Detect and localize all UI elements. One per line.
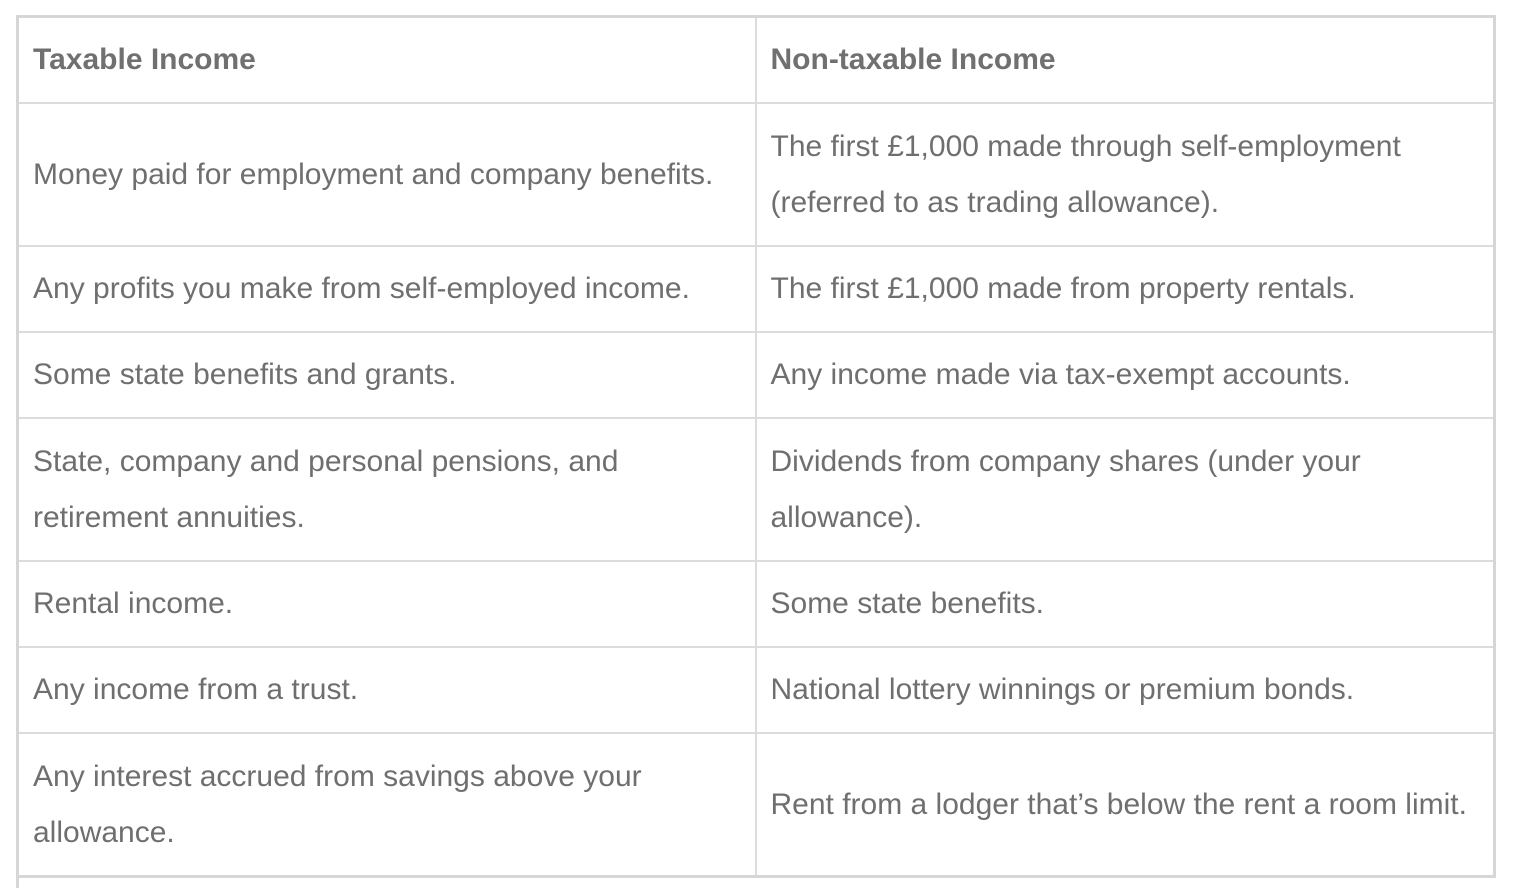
table-header-row — [18, 17, 1495, 104]
header-non-taxable-income: Non-taxable Income — [756, 17, 1495, 104]
non-taxable-cell: National lottery winnings or premium bonds. — [756, 647, 1495, 733]
taxable-cell: Some state benefits and grants. — [18, 332, 756, 418]
table-row — [18, 103, 1495, 246]
table-row — [18, 418, 1495, 561]
table-row — [18, 733, 1495, 877]
non-taxable-cell: Some state benefits. — [756, 561, 1495, 647]
taxable-cell: Money paid for employment and company benefits. — [18, 103, 756, 246]
non-taxable-cell: The first £1,000 made from property rentals. — [756, 246, 1495, 332]
table-continuation-border — [16, 874, 19, 888]
taxable-cell: Any income from a trust. — [18, 647, 756, 733]
income-table-container — [16, 15, 1493, 878]
non-taxable-cell: Rent from a lodger that’s below the rent a room limit. — [756, 733, 1495, 877]
non-taxable-cell: Any income made via tax-exempt accounts. — [756, 332, 1495, 418]
table-row — [18, 332, 1495, 418]
non-taxable-cell: The first £1,000 made through self-employment (referred to as trading allowance). — [756, 103, 1495, 246]
non-taxable-cell: Dividends from company shares (under your allowance). — [756, 418, 1495, 561]
header-taxable-income: Taxable Income — [18, 17, 756, 104]
taxable-cell: Rental income. — [18, 561, 756, 647]
taxable-cell: Any profits you make from self-employed income. — [18, 246, 756, 332]
table-row — [18, 561, 1495, 647]
table-row — [18, 647, 1495, 733]
table-row — [18, 246, 1495, 332]
taxable-cell: State, company and personal pensions, and retirement annuities. — [18, 418, 756, 561]
income-comparison-table — [16, 15, 1496, 878]
taxable-cell: Any interest accrued from savings above your allowance. — [18, 733, 756, 877]
